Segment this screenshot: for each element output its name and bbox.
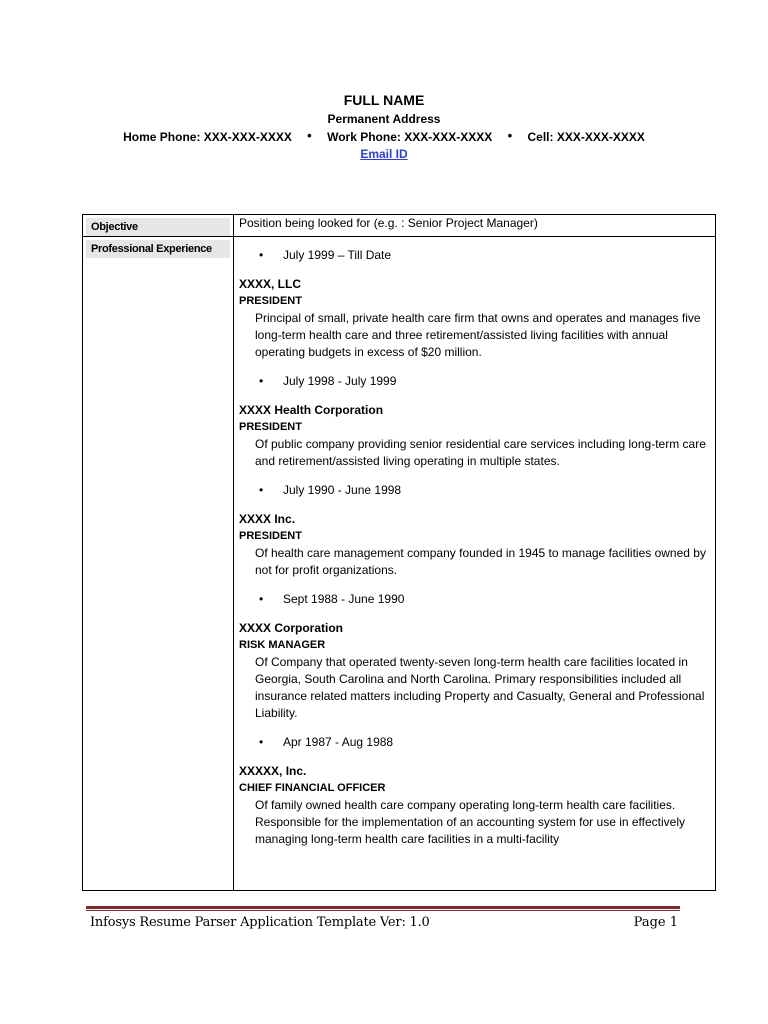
home-phone: Home Phone: XXX-XXX-XXXX [123,130,292,144]
experience-content [234,237,715,848]
objective-row [83,215,716,237]
job-description: Of family owned health care company operating long-term health care facilities. Responsible for the implementation of an accounting system for use in effectively managing long-term health care facilities in a multi-facility [255,798,686,846]
objective-label: Objective [86,218,230,236]
objective-text: Position being looked for (e.g. : Senior Project Manager) [239,216,538,230]
job-description: Of health care management company founded in 1945 to manage facilities owned by not for profit organizations. [255,546,706,577]
job-description: Of public company providing senior residential care services including long-term care and retirement/assisted living operating in multiple states. [255,437,706,468]
bullet-icon: • [259,592,264,606]
bullet-separator: • [307,128,312,143]
bullet-separator: • [507,128,513,143]
bullet-icon: • [259,483,264,497]
bullet-icon: • [259,374,264,388]
bullet-icon: • [259,735,264,749]
email-link[interactable]: Email ID [360,147,408,161]
experience-entry [239,482,709,579]
date-range: • July 1998 - July 1999 [259,374,397,388]
work-phone: Work Phone: XXX-XXX-XXXX [327,130,493,144]
job-description: Of Company that operated twenty-seven long-term health care facilities located in Georgia, South Carolina and North Carolina. Primary responsibilities included all insurance related matters including Property and Casualty, General and Professional Liability. [255,655,705,720]
footer-template-name: Infosys Resume Parser Application Template Ver: 1.0 [90,915,430,930]
experience-entry [239,247,709,361]
job-title: RISK MANAGER [239,639,326,651]
resume-table [82,214,716,891]
company-name: XXXX Corporation [239,621,344,635]
job-title: PRESIDENT [239,421,302,433]
experience-label-cell [83,237,234,891]
company-name: XXXX Inc. [239,512,296,526]
experience-row [83,237,716,891]
experience-entry [239,591,709,722]
objective-cell [234,215,716,237]
job-description: Principal of small, private health care firm that owns and operates and manages five long-term health care and three retirement/assisted living facilities with annual operating budgets in excess of $20 million. [255,311,701,359]
company-name: XXXX Health Corporation [239,403,384,417]
job-title: PRESIDENT [239,530,302,542]
job-title: CHIEF FINANCIAL OFFICER [239,782,386,794]
date-range: • Sept 1988 - June 1990 [259,592,405,606]
date-range: • Apr 1987 - Aug 1988 [259,735,394,749]
experience-entry [239,373,709,470]
company-name: XXXXX, Inc. [239,764,307,778]
experience-cell [234,237,716,891]
job-title: PRESIDENT [239,295,302,307]
phone-line [0,129,768,144]
permanent-address: Permanent Address [327,112,441,126]
date-range: • July 1990 - June 1998 [259,483,402,497]
footer-page-number: Page 1 [633,915,678,930]
experience-entry [239,734,709,848]
date-range: • July 1999 – Till Date [259,248,392,262]
full-name: FULL NAME [343,92,425,108]
cell-phone: Cell: XXX-XXX-XXXX [527,130,645,144]
company-name: XXXX, LLC [239,277,302,291]
email-line [0,147,768,161]
experience-label: Professional Experience [86,240,230,258]
bullet-icon: • [259,248,264,262]
objective-label-cell [83,215,234,237]
footer-divider [86,906,680,909]
